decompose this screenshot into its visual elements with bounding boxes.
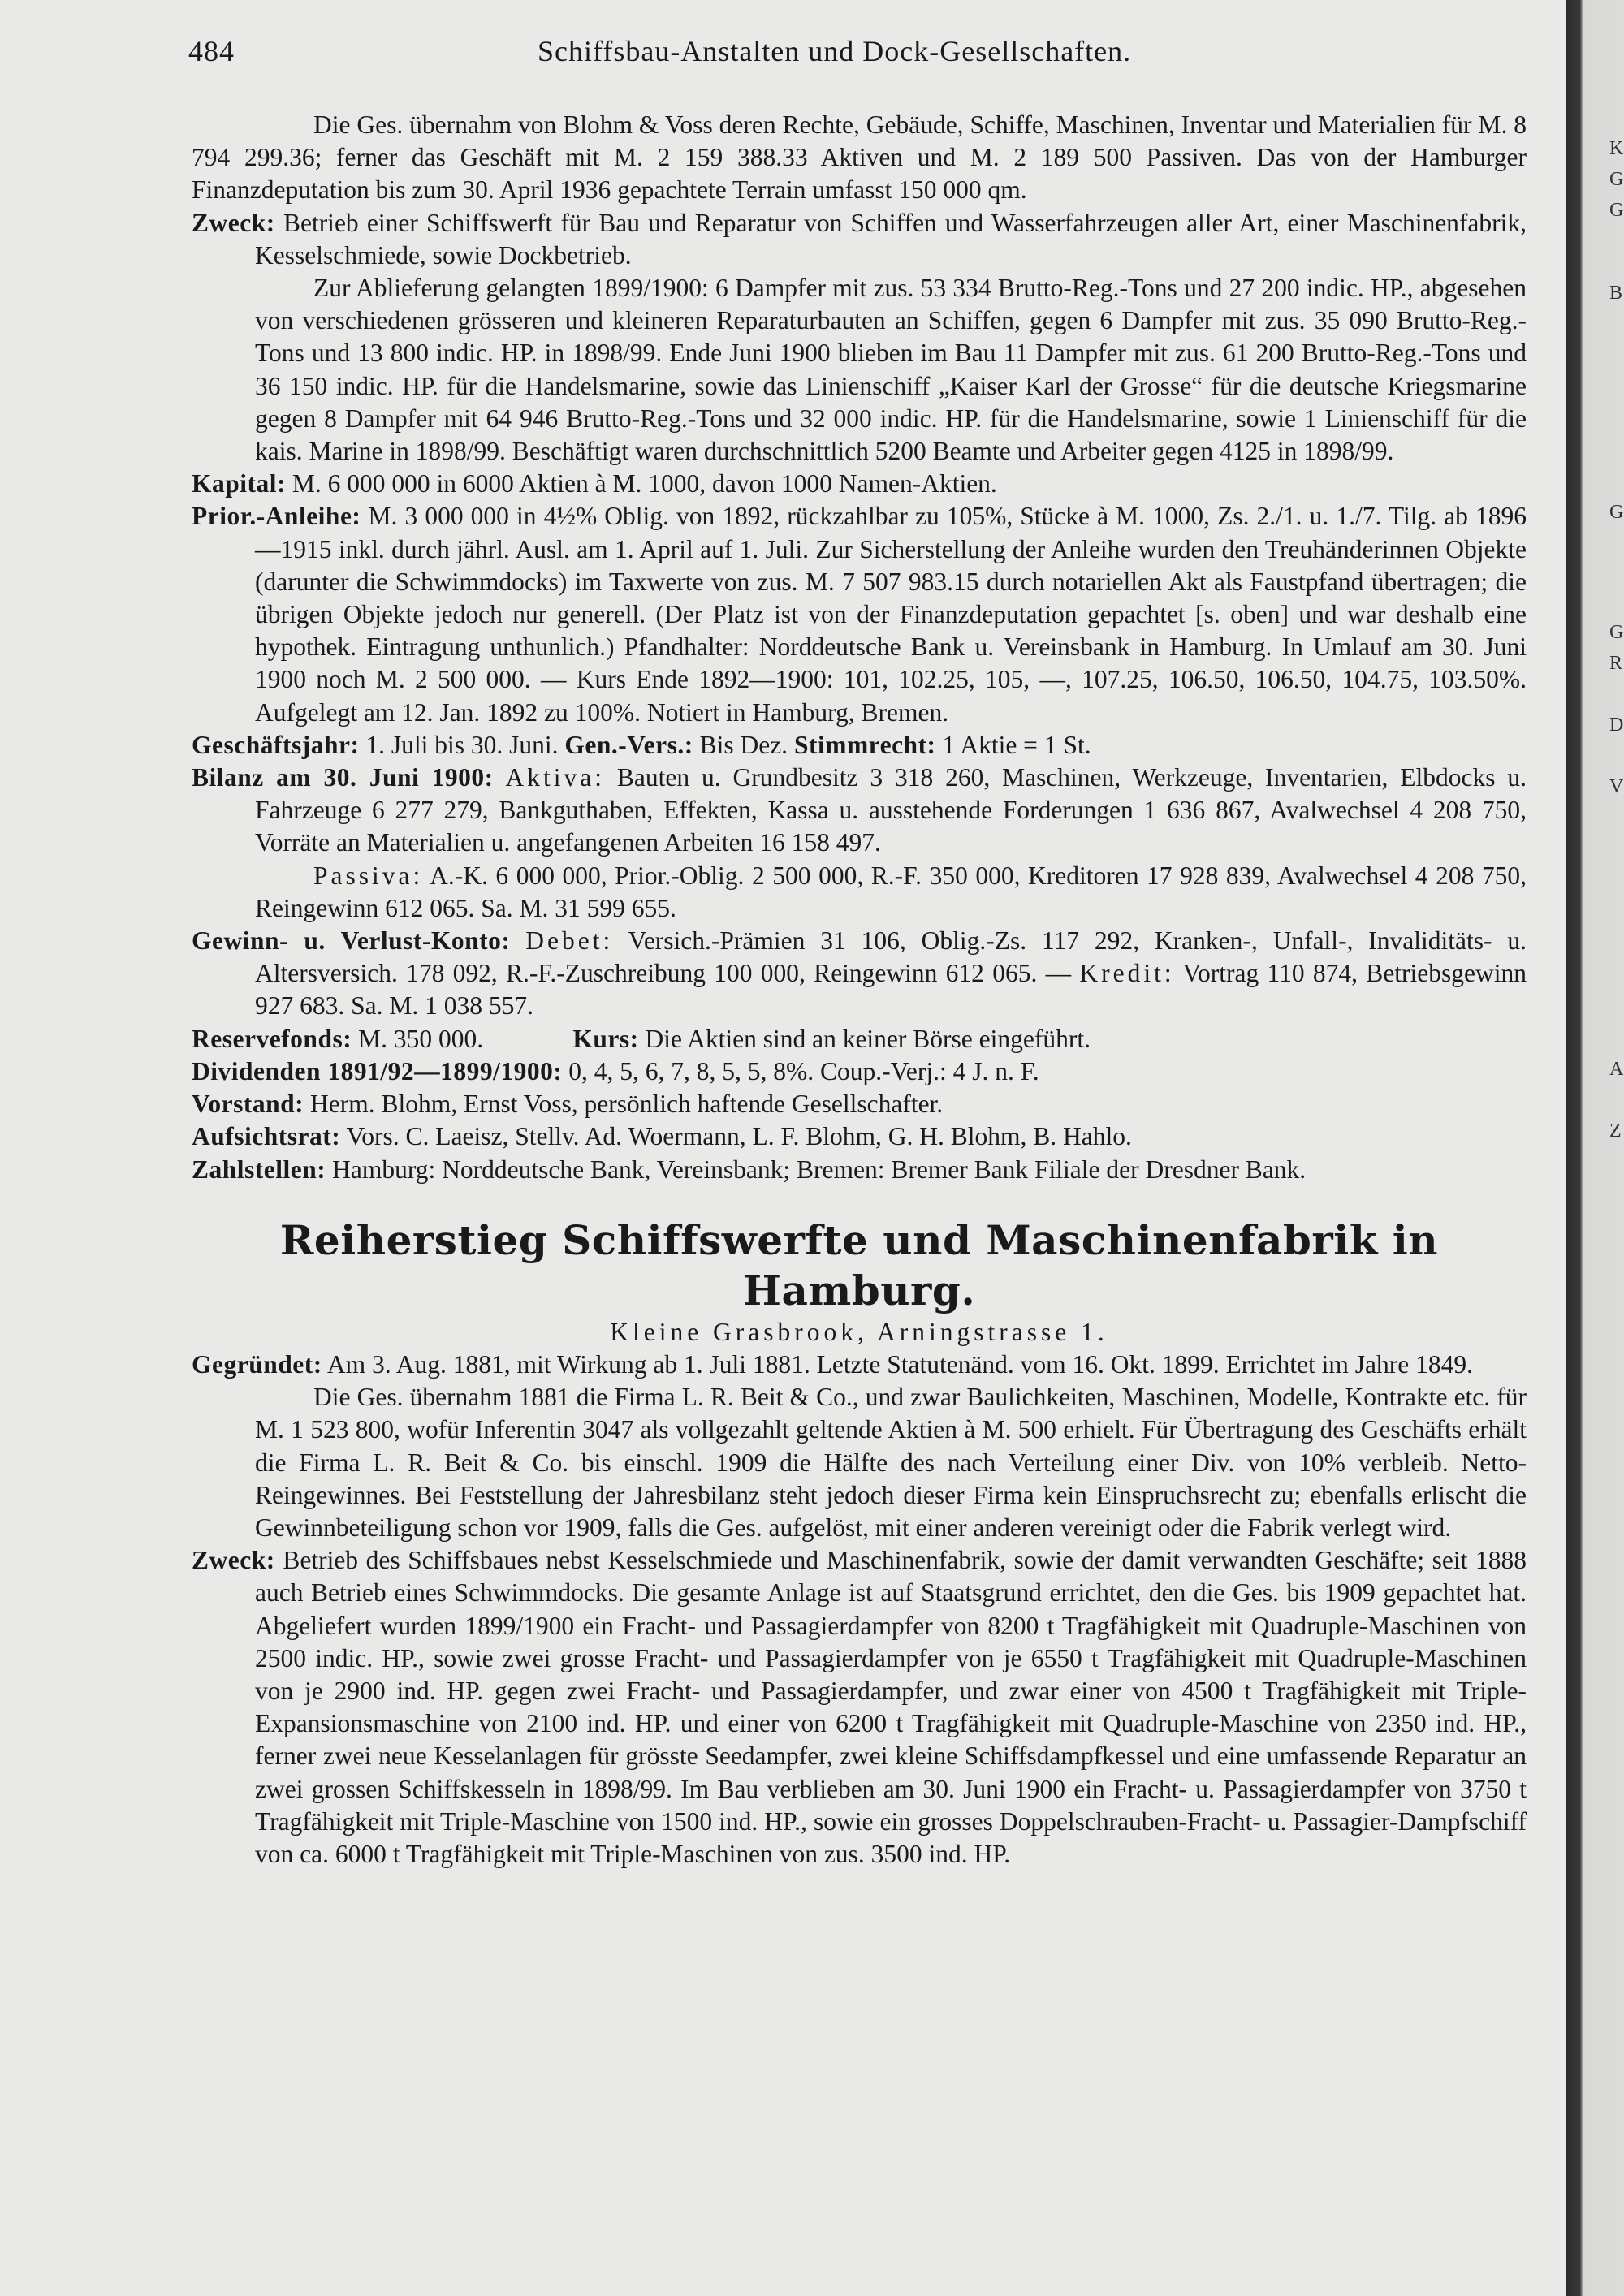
entry1-aufsichtsrat [192,1120,1527,1153]
debet-word: Debet: [525,926,614,956]
kredit-word: Kredit: [1079,959,1175,988]
label-vorstand: Vorstand: [192,1090,304,1119]
passiva-word: Passiva: [313,861,424,890]
margin-letter: G [1609,169,1624,190]
margin-letter: G [1609,502,1624,523]
st-text: 1 Aktie = 1 St. [942,730,1091,759]
entry1-vorstand [192,1088,1527,1120]
margin-letter: A [1609,1059,1624,1080]
rf-text: M. 350 000. [358,1024,484,1053]
label-geschaeftsjahr: Geschäftsjahr: [192,730,360,759]
vorstand-text: Herm. Blohm, Ernst Voss, persönlich haftende Gesellschafter. [310,1090,944,1119]
gj-text: 1. Juli bis 30. Juni. [365,730,559,759]
entry2-gegruendet [192,1349,1527,1381]
entry1-ablieferung: Zur Ablieferung gelangten 1899/1900: 6 Dampfer mit zus. 53 334 Brutto-Reg.-Tons und 27 200 indic. HP., abgesehen von verschiedenen grösseren und kleineren Reparaturbauten an Schiffen, gegen 6 Dampfer mit zus. 35 090 Brutto-Reg.-Tons und 13 800 indic. HP. in 1898/99. Ende Juni 1900 blieben im Bau 11 Dampfer mit zus. 61 200 Brutto-Reg.-Tons und 36 150 indic. HP. für die Handelsmarine, sowie das Linienschiff „Kaiser Karl der Grosse“ für die deutsche Kriegsmarine gegen 8 Dampfer mit 64 946 Brutto-Reg.-Tons und 32 000 indic. HP. für die Handelsmarine, sowie 1 Linienschiff für die kais. Marine in 1898/99. Beschäftigt waren durchschnittlich 5200 Beamte und Arbeiter gegen 4125 in 1898/99. [255,274,1527,466]
entry2-zweck-text: Betrieb des Schiffsbaues nebst Kesselschmiede und Maschinenfabrik, sowie der damit verwandten Geschäfte; seit 1888 auch Betrieb eines Schwimmdocks. Die gesamte Anlage ist auf Staatsgrund errichtet, den die Ges. bis 1909 gepachtet hat. Abgeliefert wurden 1899/1900 ein Fracht- und Passagierdampfer von 8200 t Tragfähigkeit mit Quadruple-Maschinen von 2500 indic. HP., sowie zwei grosse Fracht- und Passagierdampfer von je 6550 t Tragfähigkeit mit Quadruple-Maschinen von je 2900 ind. HP. gegen zwei Fracht- und Passagierdampfer, und zwar einer von 4500 t Tragfähigkeit mit Triple-Expansionsmaschine von 2100 ind. HP. und einer von 6200 t Tragfähigkeit mit Quadruple-Maschine von 2350 ind. HP., ferner zwei neue Kesselanlagen für grösste Seedampfer, zwei kleine Schiffsdampfkessel und eine umfassende Reparatur an zwei grossen Schiffskesseln in 1898/99. Im Bau verblieben am 30. Juni 1900 ein Fracht- u. Passagierdampfer von 3750 t Tragfähigkeit mit Triple-Maschine von 1500 ind. HP., sowie ein grosses Doppelschrauben-Fracht- u. Passagier-Dampfschiff von ca. 6000 t Tragfähigkeit mit Triple-Maschinen von zus. 3500 ind. HP. [255,1546,1527,1868]
label-aufsichtsrat: Aufsichtsrat: [192,1122,341,1151]
entry1-geschaeftsjahr [192,729,1527,762]
kredit-text: Vortrag 110 874, Betriebsgewinn 927 683. Sa. M. 1 038 557. [255,959,1527,1021]
label-prior: Prior.-Anleihe: [192,502,361,531]
label-kapital: Kapital: [192,469,287,498]
entry1-dividenden [192,1055,1527,1088]
margin-letter: V [1609,776,1624,797]
page-body [192,109,1527,1871]
label-dividenden: Dividenden 1891/92—1899/1900: [192,1056,563,1085]
margin-letter: R [1609,653,1623,674]
zs-text: Hamburg: Norddeutsche Bank, Vereinsbank; Bremen: Bremer Bank Filiale der Dresdner Bank. [332,1154,1307,1184]
entry1-zahlstellen [192,1154,1527,1186]
company-address: Kleine Grasbrook, Arningstrasse 1. [610,1317,1108,1346]
margin-letter: G [1609,622,1624,643]
label-guv: Gewinn- u. Verlust-Konto: [192,926,511,956]
ar-text: Vors. C. Laeisz, Stellv. Ad. Woermann, L. F. Blohm, G. H. Blohm, B. Hahlo. [346,1122,1132,1151]
entry1-guv [192,925,1527,1023]
margin-letter: G [1609,200,1624,221]
label-zahlstellen: Zahlstellen: [192,1154,326,1184]
entry1-passiva [192,860,1527,925]
company-title: Reiherstieg Schiffswerfte und Maschinenfabrik in Hamburg. [279,1215,1439,1314]
label-zweck: Zweck: [192,208,275,237]
label-kurs: Kurs: [572,1024,639,1053]
page-header [188,34,1453,75]
entry2-intro: Die Ges. übernahm 1881 die Firma L. R. Beit & Co., und zwar Baulichkeiten, Maschinen, Modelle, Kontrakte etc. für M. 1 523 800, wofür Inferentin 3047 als vollgezahlt geltende Aktien à M. 500 erhielt. Für Übertragung des Geschäfts erhält die Firma L. R. Beit & Co. bis einschl. 1909 die Hälfte des nach Verteilung einer Div. von 10% verbleib. Netto-Reingewinnes. Bei Feststellung der Jahresbilanz steht jedoch dieser Firma kein Einspruchsrecht zu; ebenfalls erlischt die Gewinnbeteiligung schon vor 1909, falls die Ges. aufgelöst, mit einer anderen vereinigt oder die Fabrik verlegt wird. [255,1383,1527,1542]
label-stimmrecht: Stimmrecht: [793,730,936,759]
label-reservefonds: Reservefonds: [192,1024,352,1053]
label-gegruendet: Gegründet: [192,1349,322,1379]
entry1-reservefonds [192,1023,1527,1055]
gegr-text: Am 3. Aug. 1881, mit Wirkung ab 1. Juli 1881. Letzte Statutenänd. vom 16. Okt. 1899. Errichtet im Jahre 1849. [326,1349,1473,1379]
gv-text: Bis Dez. [699,730,788,759]
kurs-text: Die Aktien sind an keiner Börse eingeführt. [645,1024,1091,1053]
label-gen-vers: Gen.-Vers.: [564,730,693,759]
page-number: 484 [188,35,235,67]
margin-letter: Z [1609,1120,1622,1142]
running-title: Schiffsbau-Anstalten und Dock-Gesellschaften. [538,35,1132,67]
margin-letter: D [1609,714,1624,736]
book-spine-shadow [1566,0,1624,2296]
entry1-kapital-text: M. 6 000 000 in 6000 Aktien à M. 1000, davon 1000 Namen-Aktien. [292,469,997,498]
entry1-zweck [192,207,1527,272]
entry1-kapital [192,468,1527,500]
div-text: 0, 4, 5, 6, 7, 8, 5, 5, 8%. Coup.-Verj.: 4 J. n. F. [568,1056,1039,1085]
margin-letter: K [1609,138,1624,159]
entry1-bilanz [192,762,1527,860]
entry1-zweck-text: Betrieb einer Schiffswerft für Bau und Reparatur von Schiffen und Wasserfahrzeugen aller Art, einer Maschinenfabrik, Kesselschmiede, sowie Dockbetrieb. [255,208,1527,270]
entry1-intro: Die Ges. übernahm von Blohm & Voss deren Rechte, Gebäude, Schiffe, Maschinen, Inventar und Materialien für M. 8 794 299.36; ferner das Geschäft mit M. 2 159 388.33 Aktiven und M. 2 189 500 Passiven. Das von der Hamburger Finanzdeputation bis zum 30. April 1936 gepachtete Terrain umfasst 150 000 qm. [192,110,1527,205]
label-bilanz: Bilanz am 30. Juni 1900: [192,763,494,792]
debet-text: Versich.-Prämien 31 106, Oblig.-Zs. 117 292, Kranken-, Unfall-, Invaliditäts- u. Altersversich. 178 092, R.-F.-Zuschreibung 100 000, Reingewinn 612 065. — [255,926,1527,988]
aktiva-word: Aktiva: [505,763,606,792]
entry2-zweck [192,1544,1527,1871]
entry1-prior-text: M. 3 000 000 in 4½% Oblig. von 1892, rückzahlbar zu 105%, Stücke à M. 1000, Zs. 2./1. u. 1./7. Tilg. ab 1896—1915 inkl. durch jährl. Ausl. am 1. April auf 1. Juli. Zur Sicherstellung der Anleihe wurden den Treuhänderinnen Objekte (darunter die Schwimmdocks) im Taxwerte von zus. M. 7 507 983.15 durch notariellen Akt als Faustpfand übertragen; die übrigen Objekte jedoch nur generell. (Der Platz ist von der Finanzdeputation gepachtet [s. oben] und war deshalb eine hypothek. Eintragung unthunlich.) Pfandhalter: Norddeutsche Bank u. Vereinsbank in Hamburg. In Umlauf am 30. Juni 1900 noch M. 2 500 000. — Kurs Ende 1892—1900: 101, 102.25, 105, —, 107.25, 106.50, 106.50, 104.75, 103.50%. Aufgelegt am 12. Jan. 1892 zu 100%. Notiert in Hamburg, Bremen. [255,502,1527,727]
passiva-text: A.-K. 6 000 000, Prior.-Oblig. 2 500 000, R.-F. 350 000, Kreditoren 17 928 839, Avalwechsel 4 208 750, Reingewinn 612 065. Sa. M. 31 599 655. [255,861,1527,922]
label-zweck-2: Zweck: [192,1546,275,1575]
entry1-prior [192,500,1527,728]
margin-letter: B [1609,283,1623,304]
aktiva-text: Bauten u. Grundbesitz 3 318 260, Maschinen, Werkzeuge, Inventarien, Elbdocks u. Fahrzeuge 6 277 279, Bankguthaben, Effekten, Kassa u. ausstehende Forderungen 1 636 867, Avalwechsel 4 208 750, Vorräte an Materialien u. angefangenen Arbeiten 16 158 497. [255,763,1527,857]
